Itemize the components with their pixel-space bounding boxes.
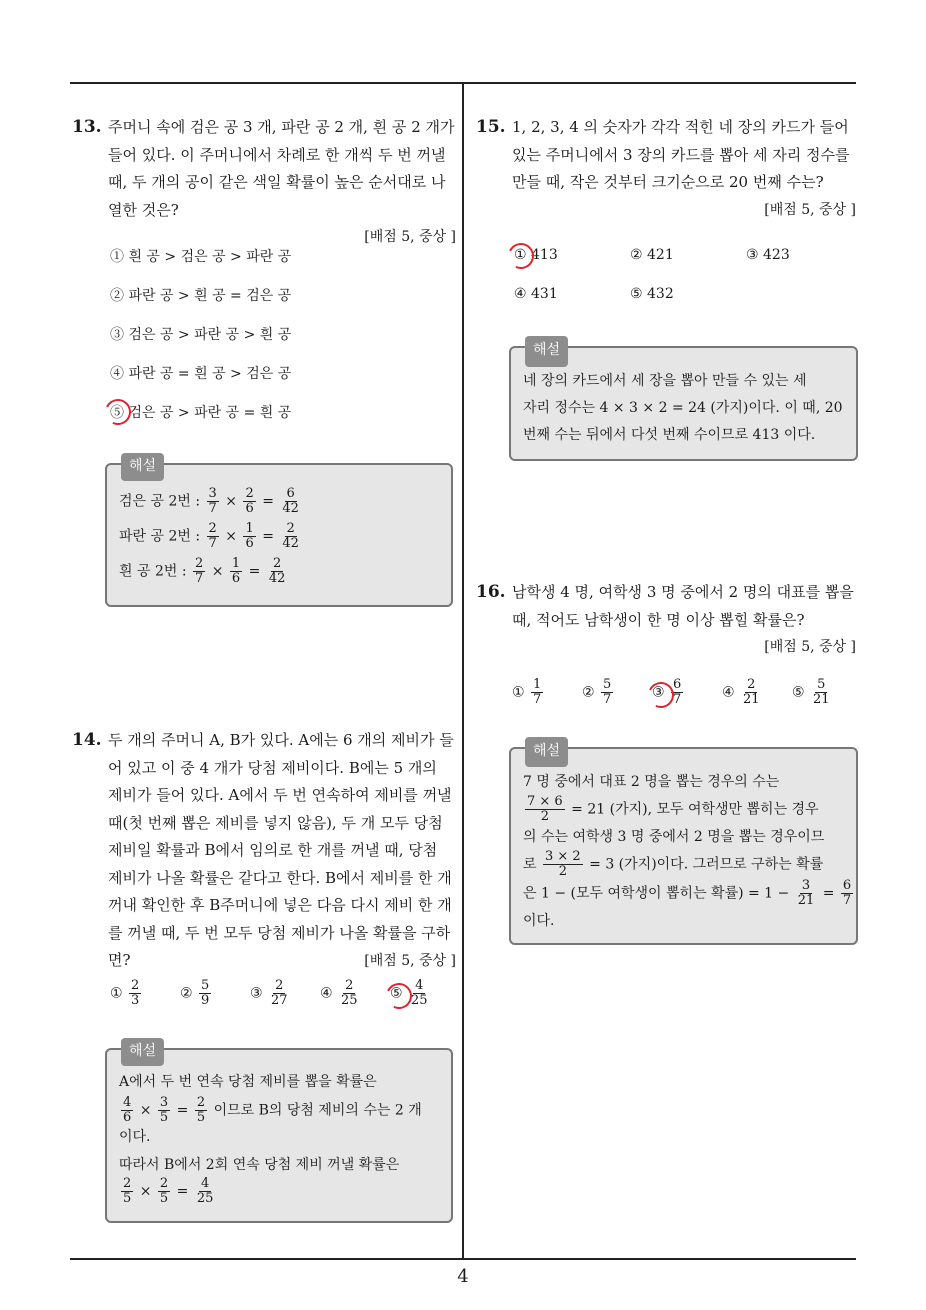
fraction: $\frac{2}{3}$: [131, 978, 140, 1008]
fraction: $\frac{3}{7}$: [208, 486, 217, 516]
fraction: $\frac{4}{25}$: [411, 978, 428, 1008]
bottom-rule: [70, 1258, 856, 1260]
question-16: [476, 579, 856, 662]
solution-line: 흰 공 2번 : $\frac{2}{7}$ × $\frac{1}{6}$ = $\frac{2}{42}$: [119, 556, 286, 586]
fraction: $\frac{2}{7}$: [195, 556, 204, 586]
question-number: 16.: [476, 582, 506, 602]
solution-line: 번째 수는 뒤에서 다섯 번째 수이므로 413 이다.: [523, 427, 816, 443]
question-15: [476, 114, 856, 224]
solution-line: 검은 공 2번 : $\frac{3}{7}$ × $\frac{2}{6}$ = $\frac{6}{42}$: [119, 486, 299, 516]
solution-tag: 해설: [121, 1038, 164, 1066]
solution-line: 은 1 − (모두 여학생이 뽑히는 확률) = 1 − $\frac{3}{21}$ = $\frac{6}{7}$: [523, 878, 852, 908]
fraction: $\frac{2}{27}$: [271, 978, 288, 1008]
fraction: $\frac{2}{6}$: [245, 486, 254, 516]
fraction: $\frac{7 \times 6}{2}$: [527, 794, 563, 824]
solution-line: 의 수는 여학생 3 명 중에서 2 명을 뽑는 경우이므: [523, 829, 825, 845]
fraction: $\frac{2}{21}$: [743, 677, 760, 707]
option-1[interactable]: ① 413: [514, 247, 558, 263]
fraction: $\frac{6}{7}$: [673, 677, 682, 707]
fraction: $\frac{2}{7}$: [208, 521, 217, 551]
question-number: 13.: [72, 117, 102, 137]
solution-line: 자리 정수는 4 × 3 × 2 = 24 (가지)이다. 이 때, 20: [523, 400, 843, 416]
question-meta: [배점 5, 중상 ]: [364, 229, 456, 245]
solution-line: 로 $\frac{3 \times 2}{2}$ = 3 (가지)이다. 그러므로 구하는 확률: [523, 849, 824, 879]
fraction: $\frac{5}{7}$: [603, 677, 612, 707]
option-3[interactable]: ③ $\frac{2}{27}$: [250, 978, 288, 1008]
option-3[interactable]: ③ 검은 공 > 파란 공 > 흰 공: [110, 327, 292, 343]
solution-line: A에서 두 번 연속 당첨 제비를 뽑을 확률은: [119, 1074, 377, 1090]
solution-tag: 해설: [525, 737, 568, 767]
fraction: $\frac{3}{5}$: [159, 1095, 169, 1125]
option-5[interactable]: ⑤ $\frac{5}{21}$: [792, 677, 830, 707]
fraction: $\frac{3}{21}$: [797, 878, 815, 908]
question-text: 1, 2, 3, 4 의 숫자가 각각 적힌 네 장의 카드가 들어 있는 주머니에서 3 장의 카드를 뽑아 세 자리 정수를 만들 때, 작은 것부터 크기순으로 20 번째 수는?: [512, 118, 850, 191]
option-4[interactable]: ④ $\frac{2}{21}$: [722, 677, 760, 707]
solution-line: 따라서 B에서 2회 연속 당첨 제비 꺼낼 확률은: [119, 1157, 400, 1173]
option-2[interactable]: ② 파란 공 > 흰 공 = 검은 공: [110, 288, 292, 304]
solution-tag: 해설: [525, 336, 568, 367]
question-14: [72, 727, 456, 975]
option-5[interactable]: ⑤ 검은 공 > 파란 공 = 흰 공: [110, 405, 292, 421]
column-divider: [462, 82, 464, 1260]
question-13: [72, 114, 456, 252]
question-meta: [배점 5, 중상 ]: [364, 952, 456, 969]
fraction: $\frac{4}{6}$: [123, 1095, 132, 1125]
question-text: 남학생 4 명, 여학생 3 명 중에서 2 명의 대표를 뽑을 때, 적어도 남학생이 한 명 이상 뽑힐 확률은?: [512, 583, 854, 629]
fraction: $\frac{2}{25}$: [341, 978, 358, 1008]
option-2[interactable]: ② $\frac{5}{9}$: [180, 978, 210, 1008]
solution-box: [509, 342, 858, 461]
answer-mark-circle: [101, 395, 134, 428]
solution-tag: 해설: [121, 453, 164, 481]
question-meta: [배점 5, 중상 ]: [764, 201, 856, 218]
option-5[interactable]: ⑤ 432: [630, 286, 674, 302]
fraction: $\frac{5}{9}$: [201, 978, 210, 1008]
solution-box: [509, 743, 858, 945]
option-4[interactable]: ④ $\frac{2}{25}$: [320, 978, 358, 1008]
fraction: $\frac{2}{5}$: [159, 1176, 169, 1206]
option-2[interactable]: ② $\frac{5}{7}$: [582, 677, 612, 707]
option-4[interactable]: ④ 431: [514, 286, 558, 302]
option-1[interactable]: ① $\frac{2}{3}$: [110, 978, 140, 1008]
solution-line: 이다.: [523, 913, 555, 929]
fraction: $\frac{2}{5}$: [196, 1095, 206, 1125]
fraction: $\frac{2}{5}$: [123, 1176, 132, 1206]
option-1[interactable]: ① 흰 공 > 검은 공 > 파란 공: [110, 249, 292, 265]
option-3[interactable]: ③ 423: [746, 247, 790, 263]
fraction: $\frac{2}{42}$: [268, 556, 286, 586]
fraction: $\frac{1}{6}$: [231, 556, 241, 586]
fraction: $\frac{1}{7}$: [533, 677, 542, 707]
fraction: $\frac{3 \times 2}{2}$: [544, 849, 581, 879]
fraction: $\frac{6}{42}$: [282, 486, 299, 516]
solution-line: 이다.: [119, 1129, 151, 1145]
answer-mark-circle: [504, 239, 537, 272]
page-number: 4: [457, 1266, 469, 1287]
solution-box: [105, 458, 453, 607]
option-4[interactable]: ④ 파란 공 = 흰 공 > 검은 공: [110, 366, 292, 382]
fraction: $\frac{4}{25}$: [196, 1176, 214, 1206]
solution-line: $\frac{4}{6}$ × $\frac{3}{5}$ = $\frac{2}{5}$ 이므로 B의 당첨 제비의 수는 2 개: [123, 1095, 422, 1125]
option-3[interactable]: ③ $\frac{6}{7}$: [652, 677, 682, 707]
fraction: $\frac{1}{6}$: [245, 521, 254, 551]
question-number: 15.: [476, 117, 506, 137]
option-1[interactable]: ① $\frac{1}{7}$: [512, 677, 542, 707]
option-5[interactable]: ⑤ $\frac{4}{25}$: [390, 978, 428, 1008]
question-number: 14.: [72, 730, 102, 750]
question-text: 주머니 속에 검은 공 3 개, 파란 공 2 개, 흰 공 2 개가 들어 있다. 이 주머니에서 차례로 한 개씩 두 번 꺼낼 때, 두 개의 공이 같은 색일 확률이 높은 순서대로 나열한 것은?: [108, 118, 455, 219]
question-text: 두 개의 주머니 A, B가 있다. A에는 6 개의 제비가 들어 있고 이 중 4 개가 당첨 제비이다. B에는 5 개의 제비가 들어 있다. A에서 두 번 연속하여 제비를 꺼낼 때(첫 번째 뽑은 제비를 넣지 않음), 두 개 모두 당첨 제비일 확률과 B에서 임의로 한 개를 꺼낼 때, 당첨 제비가 나올 확률은 같다고 한다. B에서 제비를 한 개 꺼내 확인한 후 B주머니에 넣은 다음 다시 제비 한 개를 꺼낼 때, 두 번 모두 당첨 제비가 나올 확률을 구하면?: [108, 731, 454, 969]
fraction: $\frac{2}{42}$: [282, 521, 299, 551]
solution-box: [105, 1043, 453, 1223]
option-2[interactable]: ② 421: [630, 247, 674, 263]
solution-line: 네 장의 카드에서 세 장을 뽑아 만들 수 있는 세: [523, 373, 807, 389]
solution-line: 7 명 중에서 대표 2 명을 뽑는 경우의 수는: [523, 774, 780, 790]
question-meta: [배점 5, 중상 ]: [764, 639, 856, 655]
solution-line: $\frac{2}{5}$ × $\frac{2}{5}$ = $\frac{4}{25}$: [123, 1176, 214, 1206]
solution-line: $\frac{7 \times 6}{2}$ = 21 (가지), 모두 여학생만 뽑히는 경우: [527, 794, 819, 824]
fraction: $\frac{6}{7}$: [842, 878, 852, 908]
fraction: $\frac{5}{21}$: [813, 677, 830, 707]
solution-line: 파란 공 2번 : $\frac{2}{7}$ × $\frac{1}{6}$ = $\frac{2}{42}$: [119, 521, 299, 551]
